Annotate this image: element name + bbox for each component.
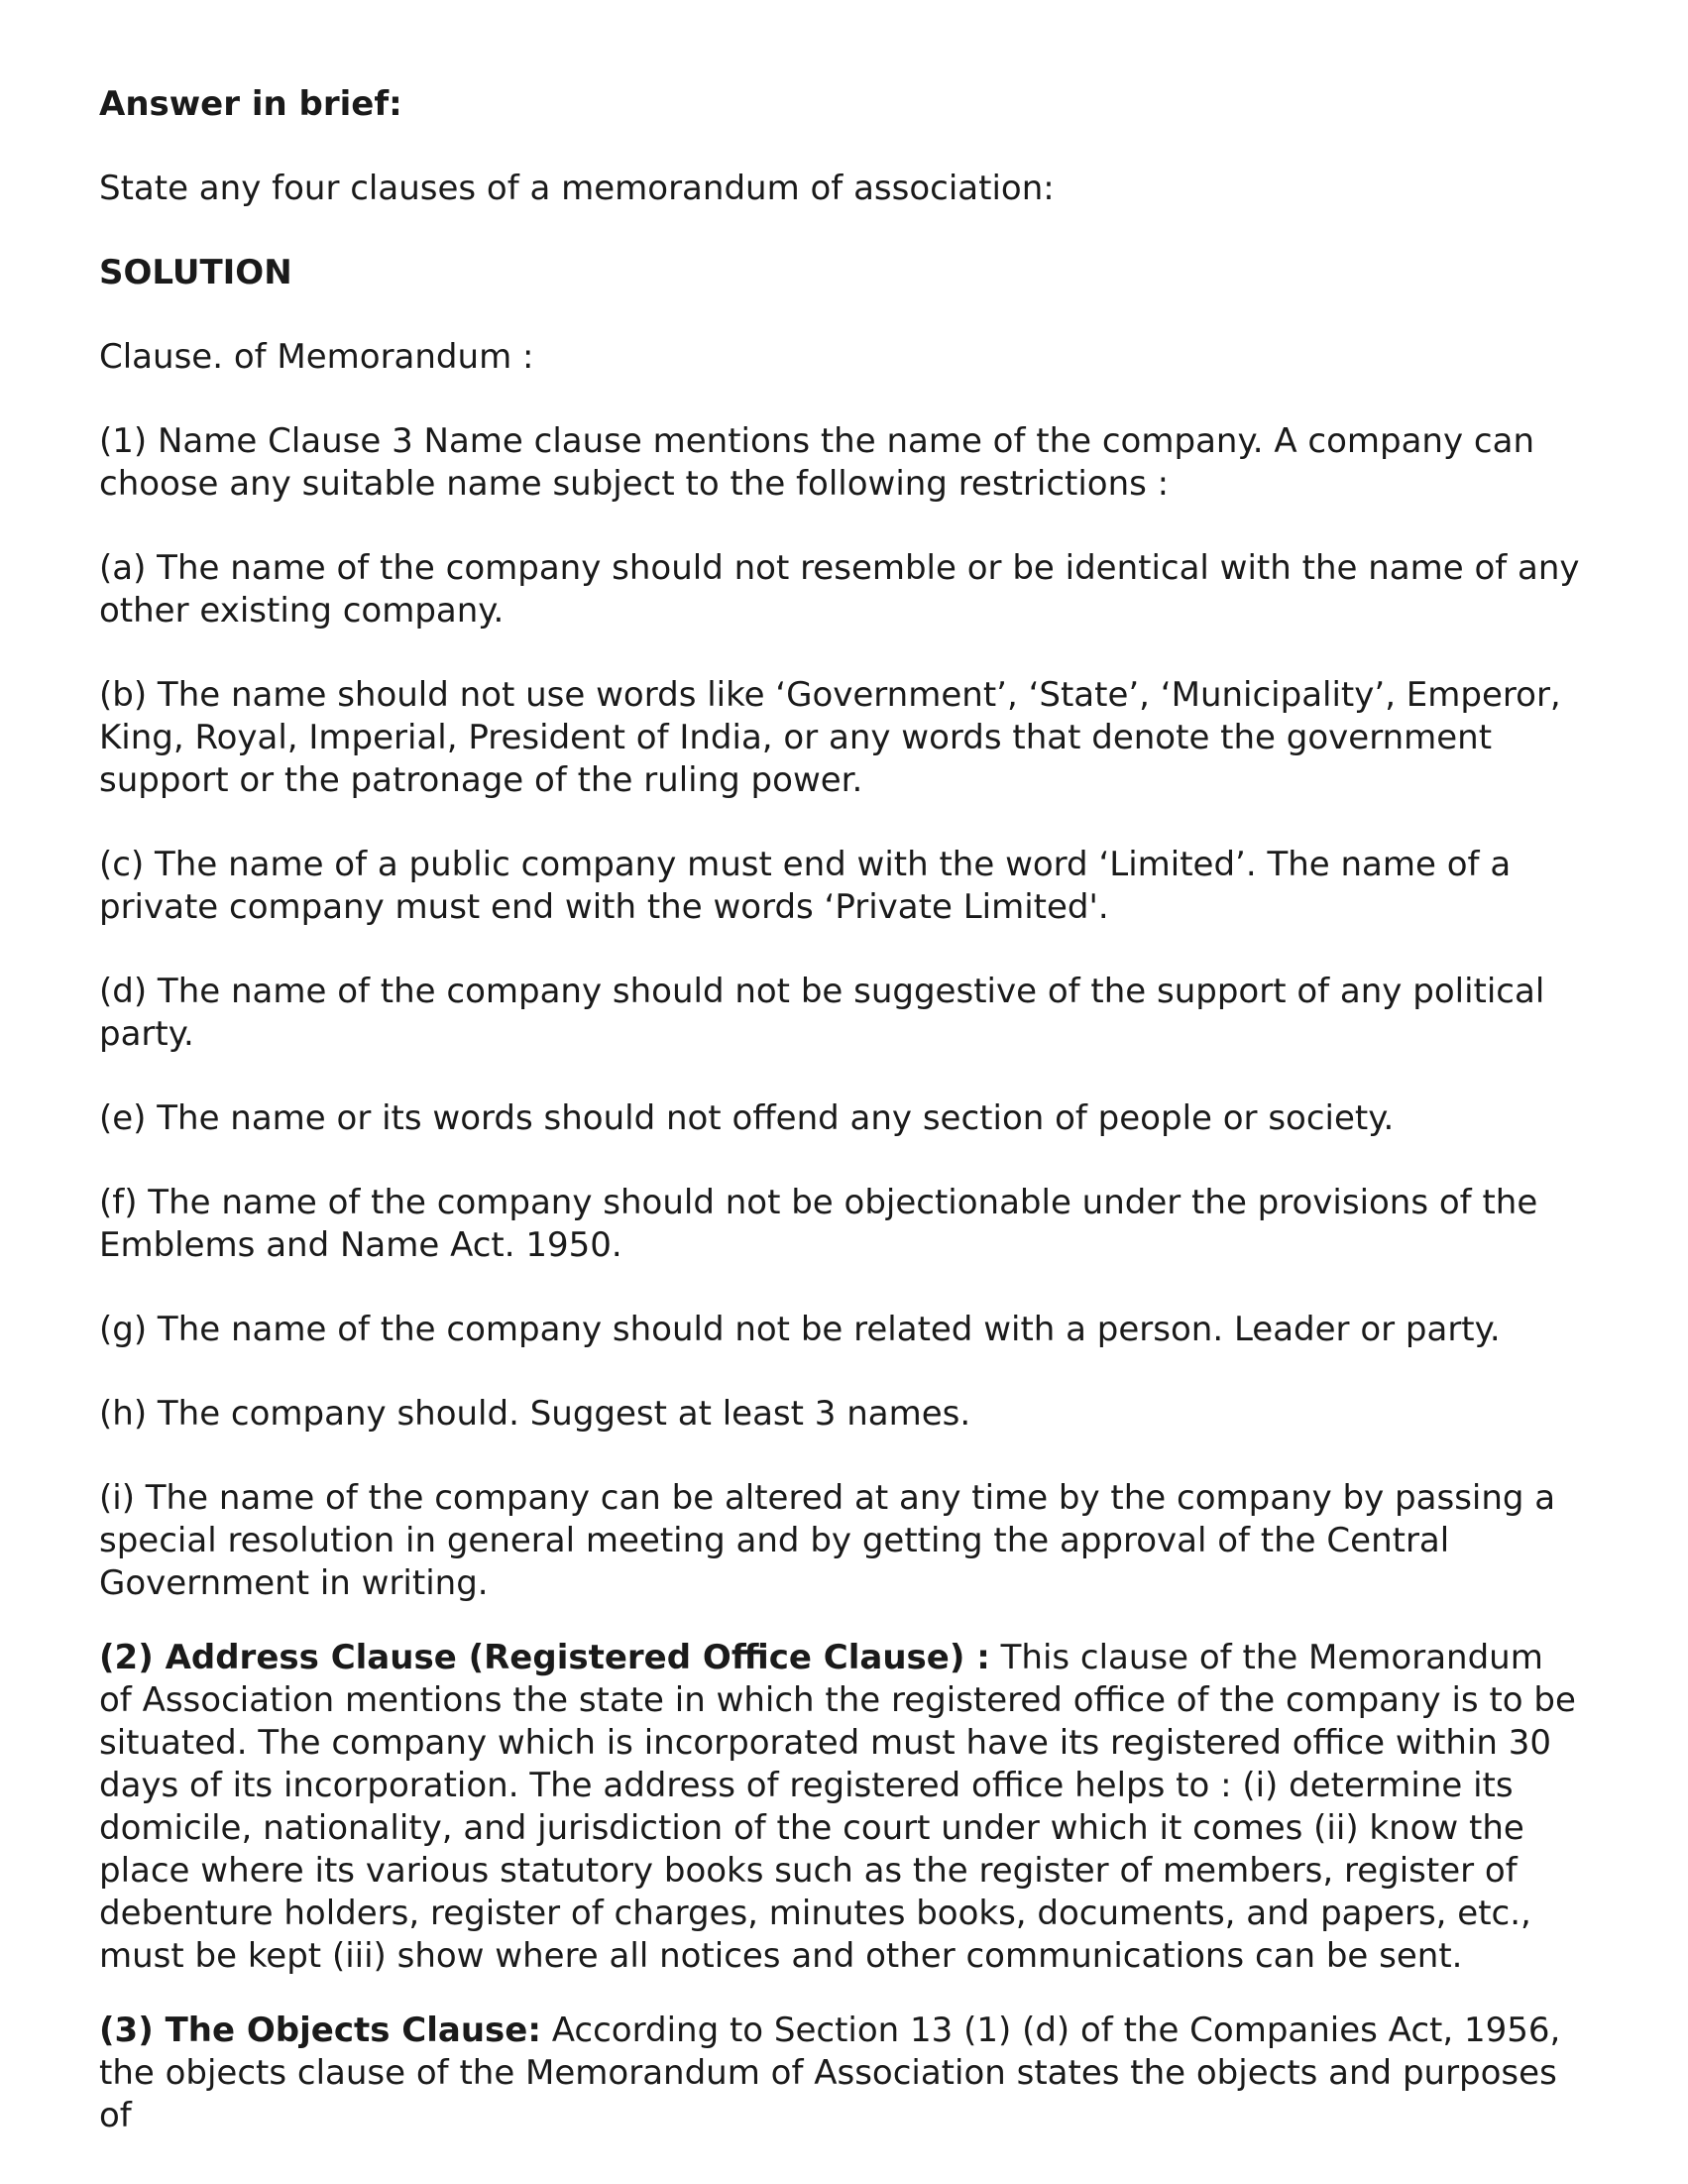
solution-label: SOLUTION	[99, 253, 292, 292]
address-clause-heading: (2) Address Clause (Registered Office Clause) :	[99, 1638, 990, 1677]
name-clause-item-e: (e) The name or its words should not offend any section of people or society.	[99, 1098, 1395, 1138]
name-clause-lead: (1) Name Clause 3 Name clause mentions the name of the company. A company can choose any suitable name subject to the following restrictions :	[99, 421, 1534, 504]
name-clause-item-g: (g) The name of the company should not be related with a person. Leader or party.	[99, 1310, 1501, 1349]
intro: Clause. of Memorandum :	[99, 337, 534, 377]
question: State any four clauses of a memorandum of association:	[99, 169, 1055, 208]
objects-clause-text: According to Section 13 (1) (d) of the Companies Act, 1956, the objects clause of the Memorandum of Association states the objects and purposes of	[99, 2011, 1561, 2135]
header: Answer in brief:	[99, 84, 402, 124]
name-clause-item-f: (f) The name of the company should not be objectionable under the provisions of the Emblems and Name Act. 1950.	[99, 1183, 1538, 1265]
name-clause-item-i: (i) The name of the company can be altered at any time by the company by passing a special resolution in general meeting and by getting the approval of the Central Government in writing.	[99, 1478, 1556, 1603]
address-clause-text: This clause of the Memorandum of Association mentions the state in which the registered office of the company is to be situated. The company which is incorporated must have its registered office within 30 days of its incorporation. The address of registered office helps to : (i) determine its domicile, nationality, and jurisdiction of the court under which it comes (ii) know the place where its various statutory books such as the register of members, register of debenture holders, register of charges, minutes books, documents, and papers, etc., must be kept (iii) show where all notices and other communications can be sent.	[99, 1638, 1576, 1976]
name-clause-item-d: (d) The name of the company should not be suggestive of the support of any political party.	[99, 972, 1545, 1054]
name-clause-item-c: (c) The name of a public company must end with the word ‘Limited’. The name of a private company must end with the words ‘Private Limited'.	[99, 845, 1512, 927]
objects-clause	[99, 2010, 1586, 2137]
name-clause-item-h: (h) The company should. Suggest at least 3 names.	[99, 1394, 971, 1434]
objects-clause-heading: (3) The Objects Clause:	[99, 2011, 541, 2050]
address-clause	[99, 1637, 1586, 1978]
name-clause-item-a: (a) The name of the company should not resemble or be identical with the name of any other existing company.	[99, 548, 1580, 631]
document-page	[99, 83, 1586, 2137]
name-clause-item-b: (b) The name should not use words like ‘Government’, ‘State’, ‘Municipality’, Emperor, King, Royal, Imperial, President of India, or any words that denote the government support or the patronage of the ruling power.	[99, 675, 1561, 800]
